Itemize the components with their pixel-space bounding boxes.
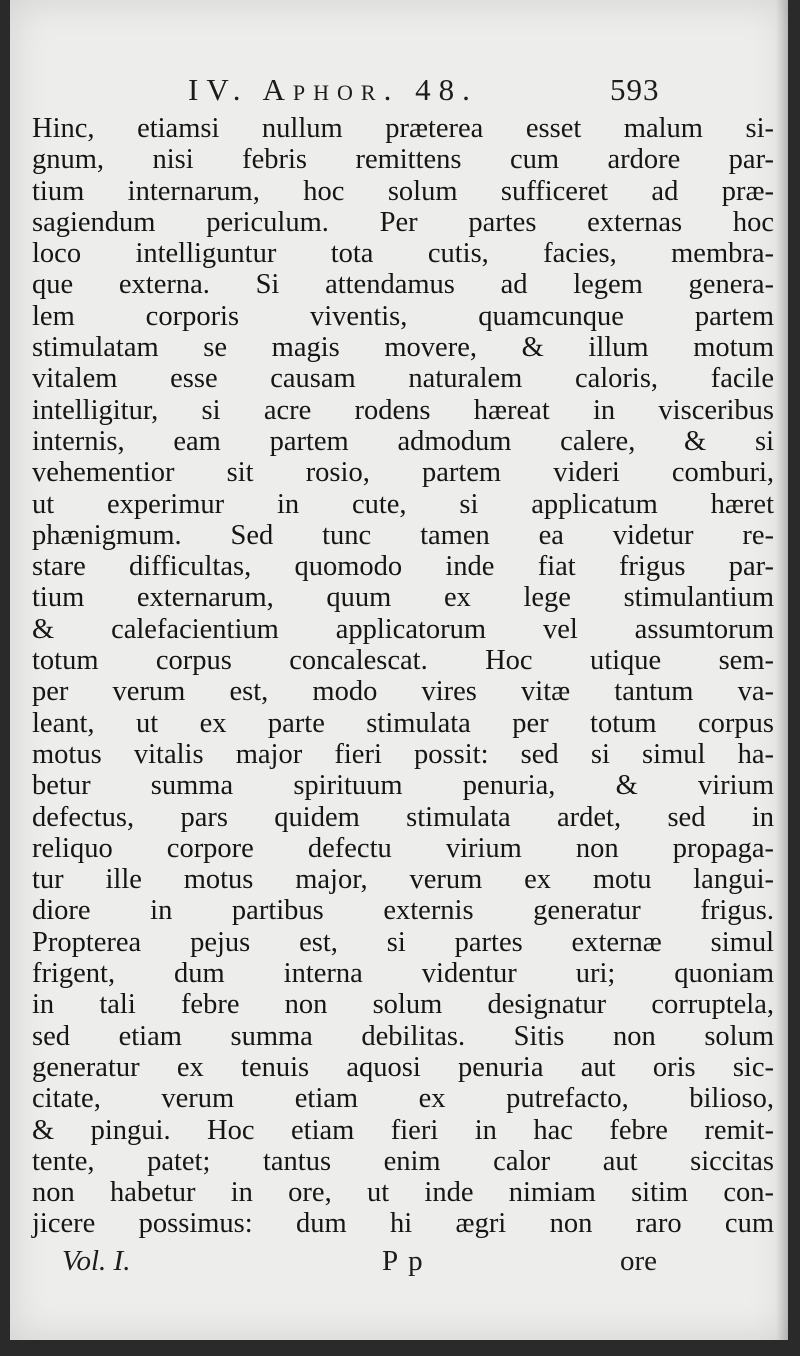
text-line: phænigmum. Sed tunc tamen ea videtur re-: [32, 519, 774, 551]
text-line: generatur ex tenuis aquosi penuria aut oris sic-: [32, 1051, 774, 1083]
text-line: in tali febre non solum designatur corruptela,: [32, 989, 774, 1021]
text-line: jicere possimus: dum hi ægri non raro cum: [32, 1208, 774, 1240]
running-header: [10, 70, 788, 110]
text-line: betur summa spirituum penuria, & virium: [32, 770, 774, 802]
text-line: gnum, nisi febris remittens cum ardore par-: [32, 144, 774, 176]
text-line: stimulatam se magis movere, & illum motum: [32, 332, 774, 364]
page-number: 593: [610, 72, 660, 107]
text-line: stare difficultas, quomodo inde fiat frigus par-: [32, 551, 774, 583]
text-line: leant, ut ex parte stimulata per totum corpus: [32, 707, 774, 739]
text-line: diore in partibus externis generatur frigus.: [32, 895, 774, 927]
text-line: per verum est, modo vires vitæ tantum va-: [32, 676, 774, 708]
text-line: reliquo corpore defectu virium non propaga-: [32, 832, 774, 864]
text-line: ut experimur in cute, si applicatum hæret: [32, 488, 774, 520]
text-line: que externa. Si attendamus ad legem genera-: [32, 269, 774, 301]
text-line: tium internarum, hoc solum sufficeret ad præ-: [32, 175, 774, 207]
text-line: defectus, pars quidem stimulata ardet, sed in: [32, 801, 774, 833]
text-line: Hinc, etiamsi nullum præterea esset malum si-: [32, 113, 774, 144]
catchword: ore: [620, 1245, 658, 1277]
chapter-heading: IV. Aphor. 48.: [188, 72, 478, 107]
text-line: citate, verum etiam ex putrefacto, bilioso,: [32, 1083, 774, 1115]
body-text: [32, 113, 774, 1240]
text-line: loco intelliguntur tota cutis, facies, membra-: [32, 238, 774, 270]
signature-mark: Pp: [382, 1245, 433, 1277]
text-line: sed etiam summa debilitas. Sitis non solum: [32, 1020, 774, 1052]
text-line: & pingui. Hoc etiam fieri in hac febre remit-: [32, 1114, 774, 1146]
text-line: lem corporis viventis, quamcunque partem: [32, 300, 774, 332]
text-line: tente, patet; tantus enim calor aut siccitas: [32, 1145, 774, 1177]
text-line: frigent, dum interna videntur uri; quoniam: [32, 958, 774, 990]
text-line: motus vitalis major fieri possit: sed si simul ha-: [32, 738, 774, 770]
text-line: tur ille motus major, verum ex motu langui-: [32, 864, 774, 896]
text-line: intelligitur, si acre rodens hæreat in visceribus: [32, 394, 774, 426]
text-line: tium externarum, quum ex lege stimulantium: [32, 582, 774, 614]
page-footer: [10, 1243, 788, 1279]
text-line: vehementior sit rosio, partem videri comburi,: [32, 457, 774, 489]
text-line: Propterea pejus est, si partes externæ simul: [32, 926, 774, 958]
text-line: totum corpus concalescat. Hoc utique sem-: [32, 645, 774, 677]
text-line: & calefacientium applicatorum vel assumtorum: [32, 613, 774, 645]
text-line: non habetur in ore, ut inde nimiam sitim con-: [32, 1177, 774, 1209]
volume-mark: Vol. I.: [62, 1245, 131, 1277]
text-line: vitalem esse causam naturalem caloris, facile: [32, 363, 774, 395]
text-line: internis, eam partem admodum calere, & si: [32, 425, 774, 457]
book-page: [10, 0, 788, 1340]
text-line: sagiendum periculum. Per partes externas hoc: [32, 206, 774, 238]
